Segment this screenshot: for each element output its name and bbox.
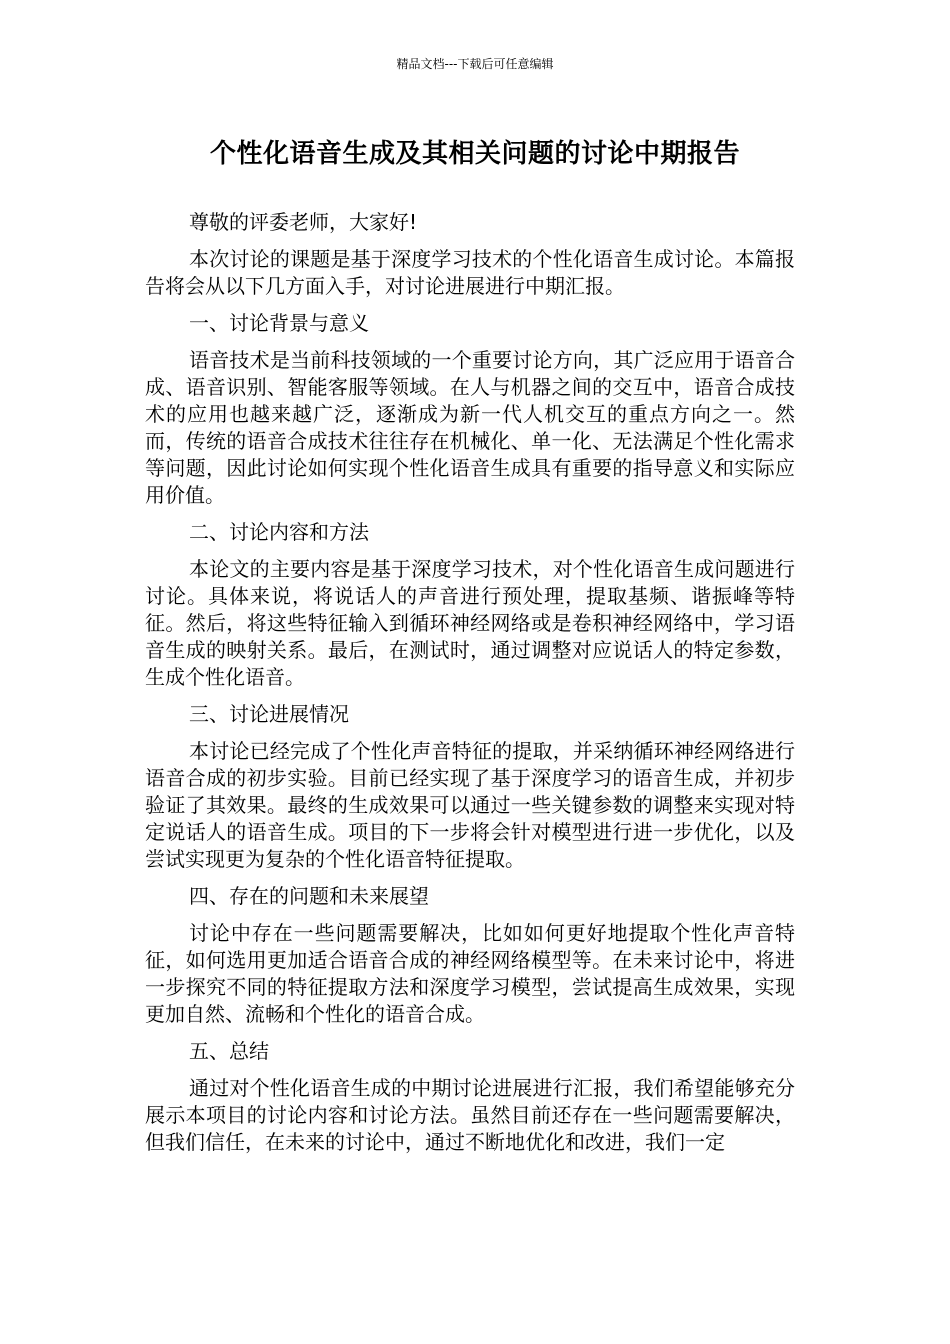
section-body-background: 语音技术是当前科技领域的一个重要讨论方向，其广泛应用于语音合成、语音识别、智能客服等领域。在人与机器之间的交互中，语音合成技术的应用也越来越广泛，逐渐成为新一代人机交互的重点方向之一。然而，传统的语音合成技术往往存在机械化、单一化、无法满足个性化需求等问题，因此讨论如何实现个性化语音生成具有重要的指导意义和实际应用价值。 bbox=[145, 348, 795, 507]
intro-paragraph: 本次讨论的课题是基于深度学习技术的个性化语音生成讨论。本篇报告将会从以下几方面入手，对讨论进展进行中期汇报。 bbox=[145, 247, 795, 298]
section-body-progress: 本讨论已经完成了个性化声音特征的提取，并采纳循环神经网络进行语音合成的初步实验。目前已经实现了基于深度学习的语音生成，并初步验证了其效果。最终的生成效果可以通过一些关键参数的调整来实现对特定说话人的语音生成。项目的下一步将会针对模型进行进一步优化，以及尝试实现更为复杂的个性化语音特征提取。 bbox=[145, 739, 795, 871]
section-heading-content-methods: 二、讨论内容和方法 bbox=[189, 520, 369, 544]
document-title: 个性化语音生成及其相关问题的讨论中期报告 bbox=[209, 139, 740, 169]
greeting-paragraph: 尊敬的评委老师，大家好! bbox=[189, 210, 418, 234]
section-body-summary: 通过对个性化语音生成的中期讨论进展进行汇报，我们希望能够充分展示本项目的讨论内容和讨论方法。虽然目前还存在一些问题需要解决，但我们信任，在未来的讨论中，通过不断地优化和改进，我们一定 bbox=[145, 1076, 795, 1154]
section-heading-background: 一、讨论背景与意义 bbox=[189, 311, 369, 335]
section-heading-progress: 三、讨论进展情况 bbox=[189, 702, 349, 726]
section-heading-problems-outlook: 四、存在的问题和未来展望 bbox=[189, 884, 429, 908]
document-body bbox=[145, 209, 795, 1166]
section-body-problems-outlook: 讨论中存在一些问题需要解决，比如如何更好地提取个性化声音特征，如何选用更加适合语音合成的神经网络模型等。在未来讨论中，将进一步探究不同的特征提取方法和深度学习模型，尝试提高生成效果，实现更加自然、流畅和个性化的语音合成。 bbox=[145, 921, 795, 1026]
section-body-content-methods: 本论文的主要内容是基于深度学习技术，对个性化语音生成问题进行讨论。具体来说，将说话人的声音进行预处理，提取基频、谐振峰等特征。然后，将这些特征输入到循环神经网络或是卷积神经网络中，学习语音生成的映射关系。最后，在测试时，通过调整对应说话人的特定参数，生成个性化语音。 bbox=[145, 557, 795, 689]
page-header-watermark: 精品文档---下载后可任意编辑 bbox=[396, 57, 554, 71]
section-heading-summary: 五、总结 bbox=[189, 1039, 269, 1063]
